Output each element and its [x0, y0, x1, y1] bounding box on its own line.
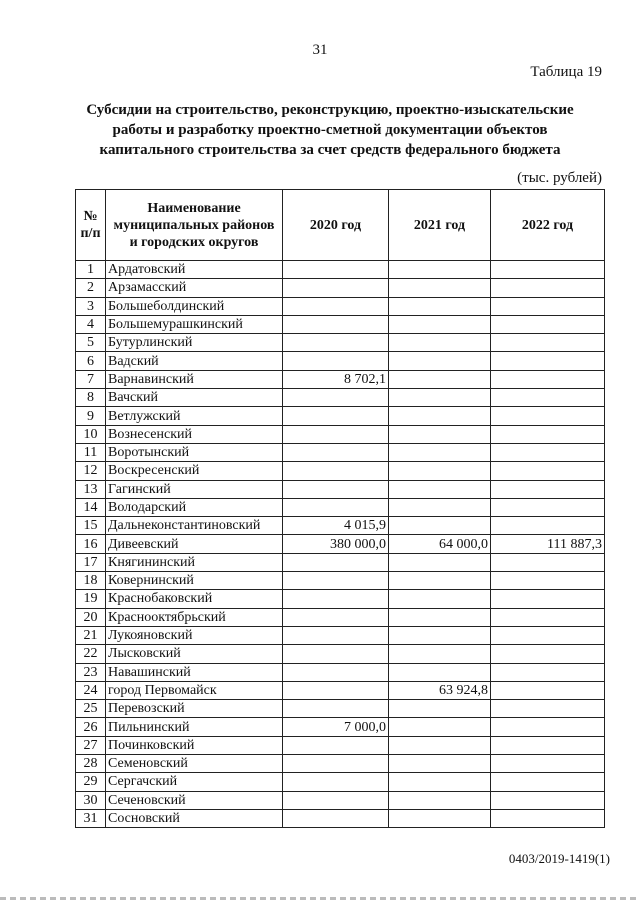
value-2022 [491, 791, 605, 809]
district-name: Гагинский [106, 480, 283, 498]
document-title [60, 100, 600, 160]
value-2021: 64 000,0 [389, 535, 491, 553]
row-number: 12 [76, 462, 106, 480]
value-2020: 8 702,1 [283, 370, 389, 388]
document-code: 0403/2019-1419(1) [508, 851, 610, 866]
value-2020 [283, 755, 389, 773]
row-number: 7 [76, 370, 106, 388]
page-number: 31 [312, 42, 328, 58]
table-row [76, 626, 605, 644]
row-number: 27 [76, 736, 106, 754]
value-2022 [491, 681, 605, 699]
value-2021 [389, 572, 491, 590]
district-name: Большемурашкинский [106, 315, 283, 333]
table-header-row [76, 190, 605, 261]
value-2022 [491, 352, 605, 370]
value-2020 [283, 462, 389, 480]
table-row [76, 334, 605, 352]
table-label: Таблица 19 [530, 64, 602, 80]
row-number: 13 [76, 480, 106, 498]
value-2022 [491, 517, 605, 535]
value-2022 [491, 590, 605, 608]
value-2022 [491, 645, 605, 663]
unit-label: (тыс. рублей) [517, 170, 602, 186]
table-row [76, 315, 605, 333]
district-name: Вознесенский [106, 425, 283, 443]
row-number: 19 [76, 590, 106, 608]
district-name: Перевозский [106, 700, 283, 718]
table-row [76, 279, 605, 297]
value-2020 [283, 334, 389, 352]
value-2021 [389, 443, 491, 461]
value-2021 [389, 791, 491, 809]
row-number: 25 [76, 700, 106, 718]
row-number: 4 [76, 315, 106, 333]
value-2022 [491, 718, 605, 736]
value-2020 [283, 663, 389, 681]
district-name: Ардатовский [106, 261, 283, 279]
value-2021 [389, 663, 491, 681]
table-row [76, 645, 605, 663]
district-name: Воскресенский [106, 462, 283, 480]
value-2020 [283, 315, 389, 333]
header-2021: 2021 год [389, 190, 491, 261]
value-2020 [283, 645, 389, 663]
value-2022 [491, 297, 605, 315]
table-row [76, 718, 605, 736]
table-row [76, 590, 605, 608]
row-number: 10 [76, 425, 106, 443]
value-2022 [491, 370, 605, 388]
value-2020: 7 000,0 [283, 718, 389, 736]
row-number: 21 [76, 626, 106, 644]
value-2021 [389, 773, 491, 791]
value-2021 [389, 718, 491, 736]
value-2021 [389, 755, 491, 773]
value-2021 [389, 334, 491, 352]
value-2021 [389, 315, 491, 333]
table-row [76, 791, 605, 809]
value-2022 [491, 626, 605, 644]
row-number: 3 [76, 297, 106, 315]
value-2020 [283, 736, 389, 754]
value-2021 [389, 279, 491, 297]
row-number: 11 [76, 443, 106, 461]
district-name: Починковский [106, 736, 283, 754]
value-2021 [389, 626, 491, 644]
value-2021 [389, 809, 491, 827]
value-2022 [491, 315, 605, 333]
table-row [76, 736, 605, 754]
value-2022 [491, 279, 605, 297]
table-row [76, 663, 605, 681]
value-2020 [283, 553, 389, 571]
table-body [76, 261, 605, 828]
header-name: Наименование муниципальных районов и городских округов [106, 190, 283, 261]
row-number: 26 [76, 718, 106, 736]
row-number: 18 [76, 572, 106, 590]
district-name: Лысковский [106, 645, 283, 663]
value-2022 [491, 755, 605, 773]
subsidies-table [75, 189, 605, 828]
value-2021 [389, 645, 491, 663]
table-row [76, 297, 605, 315]
value-2020 [283, 572, 389, 590]
district-name: Дивеевский [106, 535, 283, 553]
header-2020: 2020 год [283, 190, 389, 261]
value-2020 [283, 352, 389, 370]
table-row [76, 443, 605, 461]
table-row [76, 773, 605, 791]
row-number: 28 [76, 755, 106, 773]
header-number: № п/п [76, 190, 106, 261]
value-2020 [283, 389, 389, 407]
value-2021 [389, 517, 491, 535]
value-2021 [389, 553, 491, 571]
table-row [76, 681, 605, 699]
district-name: Сергачский [106, 773, 283, 791]
value-2020 [283, 590, 389, 608]
district-name: Дальнеконстантиновский [106, 517, 283, 535]
district-name: Володарский [106, 498, 283, 516]
district-name: Арзамасский [106, 279, 283, 297]
value-2020 [283, 297, 389, 315]
table-row [76, 700, 605, 718]
table-row [76, 572, 605, 590]
value-2020: 380 000,0 [283, 535, 389, 553]
row-number: 20 [76, 608, 106, 626]
row-number: 16 [76, 535, 106, 553]
district-name: Лукояновский [106, 626, 283, 644]
table-row [76, 755, 605, 773]
table-row [76, 389, 605, 407]
value-2022 [491, 334, 605, 352]
value-2021: 63 924,8 [389, 681, 491, 699]
value-2020 [283, 608, 389, 626]
value-2022 [491, 700, 605, 718]
district-name: Сосновский [106, 809, 283, 827]
row-number: 1 [76, 261, 106, 279]
value-2020 [283, 809, 389, 827]
row-number: 2 [76, 279, 106, 297]
district-name: Воротынский [106, 443, 283, 461]
row-number: 9 [76, 407, 106, 425]
value-2021 [389, 352, 491, 370]
value-2022 [491, 553, 605, 571]
district-name: Большеболдинский [106, 297, 283, 315]
title-line: капитального строительства за счет средств федерального бюджета [99, 142, 561, 158]
value-2021 [389, 425, 491, 443]
district-name: Вадский [106, 352, 283, 370]
value-2022 [491, 443, 605, 461]
table-row [76, 553, 605, 571]
district-name: Сеченовский [106, 791, 283, 809]
table-row [76, 462, 605, 480]
value-2020 [283, 681, 389, 699]
table-row [76, 425, 605, 443]
value-2021 [389, 498, 491, 516]
district-name: Варнавинский [106, 370, 283, 388]
table-row [76, 535, 605, 553]
district-name: Навашинский [106, 663, 283, 681]
value-2020 [283, 498, 389, 516]
district-name: Краснооктябрьский [106, 608, 283, 626]
value-2020 [283, 791, 389, 809]
value-2022 [491, 462, 605, 480]
district-name: Ковернинский [106, 572, 283, 590]
table-row [76, 517, 605, 535]
row-number: 23 [76, 663, 106, 681]
row-number: 29 [76, 773, 106, 791]
value-2021 [389, 700, 491, 718]
district-name: Ветлужский [106, 407, 283, 425]
district-name: Княгининский [106, 553, 283, 571]
title-line: Субсидии на строительство, реконструкцию, проектно-изыскательские [86, 102, 574, 118]
value-2021 [389, 407, 491, 425]
value-2021 [389, 462, 491, 480]
value-2020 [283, 443, 389, 461]
district-name: Семеновский [106, 755, 283, 773]
value-2020 [283, 407, 389, 425]
title-line: работы и разработку проектно-сметной документации объектов [112, 122, 548, 138]
header-2022: 2022 год [491, 190, 605, 261]
row-number: 30 [76, 791, 106, 809]
value-2021 [389, 608, 491, 626]
row-number: 6 [76, 352, 106, 370]
row-number: 8 [76, 389, 106, 407]
value-2022 [491, 261, 605, 279]
value-2022 [491, 736, 605, 754]
value-2022: 111 887,3 [491, 535, 605, 553]
table-row [76, 608, 605, 626]
scan-artifact-line [0, 897, 640, 900]
value-2022 [491, 572, 605, 590]
value-2020 [283, 700, 389, 718]
table-row [76, 407, 605, 425]
row-number: 22 [76, 645, 106, 663]
value-2022 [491, 407, 605, 425]
value-2020 [283, 425, 389, 443]
value-2021 [389, 736, 491, 754]
table-row [76, 261, 605, 279]
value-2021 [389, 370, 491, 388]
value-2022 [491, 425, 605, 443]
district-name: Пильнинский [106, 718, 283, 736]
row-number: 14 [76, 498, 106, 516]
value-2022 [491, 773, 605, 791]
table-row [76, 370, 605, 388]
value-2022 [491, 498, 605, 516]
value-2020 [283, 626, 389, 644]
value-2020 [283, 261, 389, 279]
value-2020: 4 015,9 [283, 517, 389, 535]
value-2022 [491, 608, 605, 626]
table-row [76, 498, 605, 516]
value-2020 [283, 480, 389, 498]
value-2022 [491, 809, 605, 827]
value-2022 [491, 480, 605, 498]
row-number: 31 [76, 809, 106, 827]
value-2022 [491, 389, 605, 407]
row-number: 24 [76, 681, 106, 699]
table-row [76, 352, 605, 370]
district-name: Бутурлинский [106, 334, 283, 352]
table-row [76, 809, 605, 827]
value-2021 [389, 389, 491, 407]
district-name: Краснобаковский [106, 590, 283, 608]
value-2020 [283, 279, 389, 297]
value-2021 [389, 480, 491, 498]
district-name: Вачский [106, 389, 283, 407]
value-2021 [389, 261, 491, 279]
table-row [76, 480, 605, 498]
row-number: 15 [76, 517, 106, 535]
row-number: 5 [76, 334, 106, 352]
row-number: 17 [76, 553, 106, 571]
value-2020 [283, 773, 389, 791]
district-name: город Первомайск [106, 681, 283, 699]
value-2021 [389, 590, 491, 608]
value-2022 [491, 663, 605, 681]
value-2021 [389, 297, 491, 315]
